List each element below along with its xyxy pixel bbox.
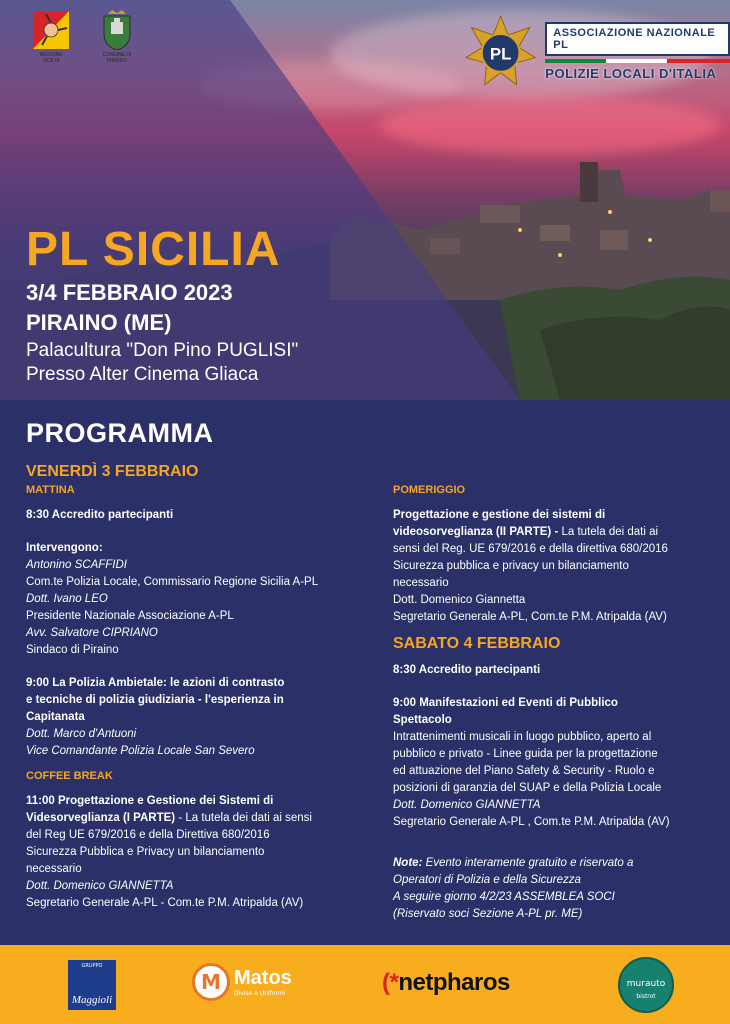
talk1-title: 9:00 La Polizia Ambietale: le azioni di contrasto [26, 677, 285, 689]
pomeriggio-heading: POMERIGGIO [393, 484, 466, 496]
netpharos-star-icon: (* [382, 969, 399, 996]
saturday-talk-desc: posizioni di garanzia del SUAP e della Polizia Locale [393, 782, 662, 794]
talk2-speaker: Dott. Domenico GIANNETTA [26, 880, 174, 892]
event-title: PL SICILIA [26, 223, 281, 276]
trinacria-icon [32, 10, 70, 50]
speaker-role: Com.te Polizia Locale, Commissario Regione Sicilia A-PL [26, 576, 319, 588]
crest-icon [100, 10, 134, 50]
saturday-talk-desc: Intrattenimenti musicali in luogo pubblico, aperto al [393, 731, 652, 743]
association-logo [464, 12, 730, 90]
netpharos-logo [382, 969, 510, 997]
matos-subtitle: Divise e Uniformi [234, 990, 286, 997]
murauto-name: murauto [626, 979, 666, 989]
afternoon-talk-desc: necessario [393, 577, 449, 589]
saturday-accredito: 8:30 Accredito partecipanti [393, 664, 541, 676]
speaker-name: Dott. Ivano LEO [26, 593, 108, 605]
hero-banner [0, 0, 730, 400]
afternoon-talk-title: Progettazione e gestione dei sistemi di [393, 509, 606, 521]
afternoon-speaker: Dott. Domenico Giannetta [393, 594, 526, 606]
saturday-talk-title: 9:00 Manifestazioni ed Eventi di Pubblico [393, 697, 618, 709]
talk2-desc: del Reg UE 679/2016 e della Direttiva 680/2016 [26, 829, 270, 841]
comune-caption: COMUNE DI PIRAINO [102, 52, 132, 64]
note-label: Note: [393, 857, 423, 869]
talk1-speaker: Dott. Marco d'Antuoni [26, 728, 137, 740]
saturday-talk-desc: pubblico e privato - Linee guida per la progettazione [393, 748, 658, 760]
afternoon-role: Segretario Generale A-PL, Com.te P.M. Atripalda (AV) [393, 611, 667, 623]
regione-caption: REGIONE SICILIA [39, 52, 63, 64]
talk1-role: Vice Comandante Polizia Locale San Severo [26, 745, 255, 757]
saturday-role: Segretario Generale A-PL , Com.te P.M. Atripalda (AV) [393, 816, 670, 828]
event-venue-detail: Presso Alter Cinema Gliaca [26, 364, 259, 385]
coffee-break: COFFEE BREAK [26, 770, 113, 782]
talk1-title: Capitanata [26, 711, 85, 723]
afternoon-talk-bold: videosorveglianza (II PARTE) - [393, 526, 559, 538]
sponsor-footer [0, 945, 730, 1024]
talk2-desc: - La tutela dei dati ai sensi [178, 812, 312, 824]
friday-heading: VENERDÌ 3 FEBBRAIO [26, 463, 199, 480]
afternoon-talk-line2 [393, 524, 713, 541]
italian-flag-stripe [545, 59, 730, 63]
afternoon-saturday-column [393, 482, 713, 923]
speaker-role: Presidente Nazionale Associazione A-PL [26, 610, 234, 622]
note-text: Operatori di Polizia e della Sicurezza [393, 874, 581, 886]
note-text: (Riservato soci Sezione A-PL pr. ME) [393, 908, 583, 920]
talk1-title: e tecniche di polizia giudiziaria - l'esperienza in [26, 694, 284, 706]
note-text: Evento interamente gratuito e riservato a [425, 857, 634, 869]
afternoon-talk-desc: Sicurezza pubblica e privacy un bilanciamento [393, 560, 629, 572]
friday-column [26, 462, 366, 912]
association-text [545, 22, 730, 81]
event-place: PIRAINO (ME) [26, 310, 172, 335]
saturday-talk-title: Spettacolo [393, 714, 452, 726]
note-text: A seguire giorno 4/2/23 ASSEMBLEA SOCI [393, 891, 615, 903]
comune-piraino-logo [96, 10, 138, 64]
regione-sicilia-logo [30, 10, 72, 64]
association-subtitle: POLIZIE LOCALI D'ITALIA [545, 65, 717, 81]
programma-heading: PROGRAMMA [26, 418, 214, 448]
murauto-logo [618, 957, 674, 1013]
mattina-heading: MATTINA [26, 484, 75, 496]
svg-text:PL: PL [489, 44, 512, 64]
institution-logos [30, 10, 138, 64]
saturday-heading: SABATO 4 FEBBRAIO [393, 635, 561, 652]
afternoon-talk-desc: sensi del Reg. UE 679/2016 e della direttiva 680/2016 [393, 543, 668, 555]
event-venue: Palacultura "Don Pino PUGLISI" [26, 340, 299, 361]
note-line [393, 855, 713, 872]
pl-star-badge-icon [464, 12, 537, 90]
maggioli-group-label: GRUPPO [81, 963, 103, 969]
murauto-subtitle: bistrot [636, 993, 656, 1000]
friday-accredito: 8:30 Accredito partecipanti [26, 509, 174, 521]
intervengono-label: Intervengono: [26, 542, 103, 554]
afternoon-talk-desc: La tutela dei dati ai [561, 526, 659, 538]
maggioli-logo [68, 960, 116, 1010]
talk2-desc: Sicurezza Pubblica e Privacy un bilanciamento [26, 846, 265, 858]
speaker-role: Sindaco di Piraino [26, 644, 119, 656]
talk2-title-bold: Videsorveglianza (I PARTE) [26, 812, 176, 824]
talk2-desc: necessario [26, 863, 82, 875]
speaker-name: Avv. Salvatore CIPRIANO [26, 627, 158, 639]
saturday-talk-desc: ed attuazione del Piano Safety & Security - Ruolo e [393, 765, 655, 777]
association-name: ASSOCIAZIONE NAZIONALE PL [545, 22, 730, 56]
event-date: 3/4 FEBBRAIO 2023 [26, 280, 233, 305]
matos-logo [192, 963, 292, 1001]
netpharos-name: netpharos [398, 969, 510, 996]
talk2-title: 11:00 Progettazione e Gestione dei Sistemi di [26, 795, 274, 807]
saturday-speaker: Dott. Domenico GIANNETTA [393, 799, 541, 811]
matos-m-icon: M [192, 963, 230, 1001]
talk2-role: Segretario Generale A-PL - Com.te P.M. Atripalda (AV) [26, 897, 304, 909]
maggioli-name: Maggioli [71, 994, 113, 1006]
talk2-title-line2 [26, 810, 366, 827]
speaker-name: Antonino SCAFFIDI [26, 559, 127, 571]
matos-name: Matos [234, 967, 292, 989]
